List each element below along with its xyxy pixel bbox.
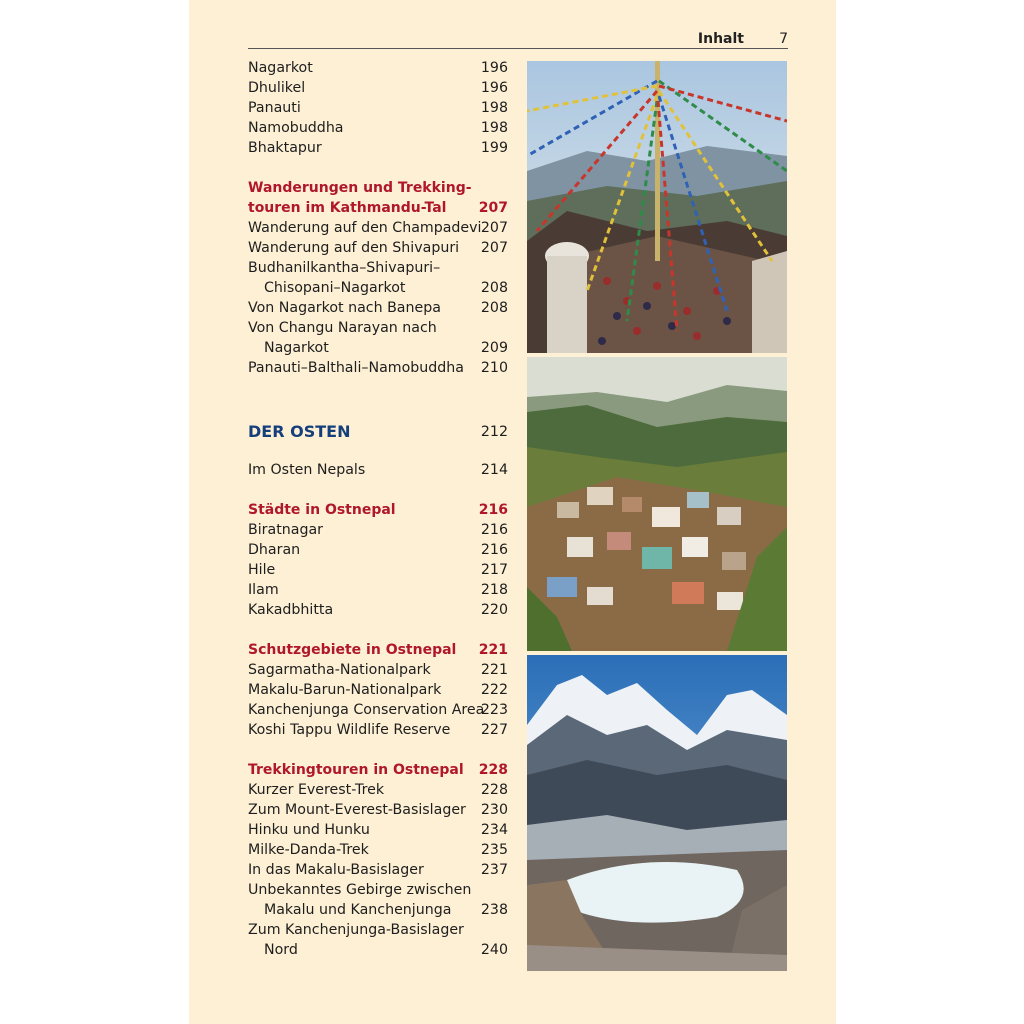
toc-page: 208 [480,300,508,316]
toc-page: 212 [480,424,508,440]
toc-entry [248,98,508,118]
toc-entry [248,238,508,258]
toc-page: 216 [480,542,508,558]
toc-entry-title: Makalu-Barun-Nationalpark [248,682,442,698]
toc-entry [248,358,508,378]
toc-page: 235 [480,842,508,858]
toc-entry-title: Bhaktapur [248,140,322,156]
hill-village-photo [527,357,787,651]
toc-group-parks [248,660,508,740]
toc-page: 199 [480,140,508,156]
toc-entry [248,920,508,940]
toc-section-treks [248,760,508,780]
toc-entry-title: Dharan [248,542,301,558]
toc-page: 230 [480,802,508,818]
toc-entry [248,218,508,238]
running-header [248,30,788,49]
toc-entry [248,880,508,900]
toc-page: 228 [480,782,508,798]
toc-entry [248,680,508,700]
toc-entry [248,318,508,338]
toc-entry [248,820,508,840]
toc-page: 234 [480,822,508,838]
toc-entry [248,860,508,880]
toc-entry-title: Panauti [248,100,301,116]
toc-page: 214 [480,462,508,478]
table-of-contents [248,58,508,960]
toc-entry-title: Namobuddha [248,120,344,136]
toc-page: 217 [480,562,508,578]
toc-chapter-title: DER OSTEN [248,422,351,441]
toc-page: 209 [480,340,508,356]
toc-entry [248,540,508,560]
toc-page: 222 [480,682,508,698]
toc-entry-title: Von Nagarkot nach Banepa [248,300,441,316]
toc-entry-title: Chisopani–Nagarkot [264,280,406,296]
page-number: 7 [779,31,788,47]
toc-entry-title: Hinku und Hunku [248,822,370,838]
toc-entry-title: Nagarkot [248,60,313,76]
toc-page: 223 [480,702,508,718]
toc-entry [248,580,508,600]
toc-page: 227 [480,722,508,738]
toc-section-cities [248,500,508,520]
toc-entry-title: Zum Kanchenjunga-Basislager [248,922,464,938]
toc-group-kathmandu [248,58,508,158]
toc-entry [248,780,508,800]
toc-entry [248,338,508,358]
toc-entry-title: Im Osten Nepals [248,462,366,478]
toc-entry-title: Wanderung auf den Shivapuri [248,240,460,256]
toc-entry-title: Dhulikel [248,80,306,96]
toc-section-hiking-line2 [248,198,508,218]
toc-group-cities [248,520,508,620]
toc-entry-intro [248,460,508,480]
toc-entry-title: Nord [264,942,298,958]
toc-section-hiking-line1 [248,178,508,198]
toc-entry-title: Kanchenjunga Conservation Area [248,702,485,718]
toc-section-title: Trekkingtouren in Ostnepal [248,762,464,778]
toc-page: 238 [480,902,508,918]
toc-entry-title: Biratnagar [248,522,323,538]
toc-entry-title: Koshi Tappu Wildlife Reserve [248,722,451,738]
toc-page: 221 [478,642,508,658]
toc-entry-title: Von Changu Narayan nach [248,320,437,336]
toc-entry-title: Nagarkot [264,340,329,356]
toc-entry-title: Sagarmatha-Nationalpark [248,662,431,678]
toc-page: 237 [480,862,508,878]
toc-entry [248,118,508,138]
toc-page: 198 [480,120,508,136]
toc-page: 207 [480,220,508,236]
toc-entry-title: Milke-Danda-Trek [248,842,369,858]
toc-page: 210 [480,360,508,376]
toc-entry [248,660,508,680]
toc-page: 220 [480,602,508,618]
toc-entry [248,560,508,580]
toc-section-title: Schutzgebiete in Ostnepal [248,642,457,658]
toc-entry [248,278,508,298]
toc-entry-title: Ilam [248,582,279,598]
toc-entry [248,840,508,860]
toc-page: 228 [478,762,508,778]
toc-entry-title: Kakadbhitta [248,602,334,618]
toc-entry [248,800,508,820]
toc-page: 196 [480,60,508,76]
toc-entry [248,900,508,920]
toc-page: 216 [478,502,508,518]
toc-page: 207 [478,200,508,216]
toc-page: 240 [480,942,508,958]
toc-section-parks [248,640,508,660]
toc-page: 208 [480,280,508,296]
toc-entry-title: Makalu und Kanchenjunga [264,902,452,918]
toc-entry [248,258,508,278]
toc-page: 198 [480,100,508,116]
everest-glacier-lake-photo [527,655,787,971]
toc-section-title: Städte in Ostnepal [248,502,396,518]
toc-entry [248,138,508,158]
toc-entry [248,78,508,98]
toc-page: 207 [480,240,508,256]
toc-entry-title: Kurzer Everest-Trek [248,782,385,798]
toc-entry [248,720,508,740]
toc-page: 196 [480,80,508,96]
toc-group-treks [248,780,508,960]
toc-entry [248,298,508,318]
toc-entry-title: Hile [248,562,276,578]
toc-entry [248,58,508,78]
toc-entry [248,700,508,720]
toc-page: 221 [480,662,508,678]
toc-entry [248,600,508,620]
toc-entry-title: Panauti–Balthali–Namobuddha [248,360,464,376]
toc-entry [248,520,508,540]
toc-group-hikes [248,218,508,378]
toc-entry-title: Wanderung auf den Champadevi [248,220,482,236]
toc-chapter-osten [248,420,508,444]
toc-entry-title: Zum Mount-Everest-Basislager [248,802,466,818]
toc-page: 216 [480,522,508,538]
toc-entry-title: Unbekanntes Gebirge zwischen [248,882,472,898]
toc-entry-title: In das Makalu-Basislager [248,862,424,878]
header-section-title: Inhalt [697,31,744,47]
toc-section-title: touren im Kathmandu-Tal [248,200,447,216]
toc-entry [248,940,508,960]
toc-page: 218 [480,582,508,598]
toc-section-title: Wanderungen und Trekking- [248,180,472,196]
book-page [189,0,836,1024]
toc-entry-title: Budhanilkantha–Shivapuri– [248,260,441,276]
prayer-flags-stupa-photo [527,61,787,353]
